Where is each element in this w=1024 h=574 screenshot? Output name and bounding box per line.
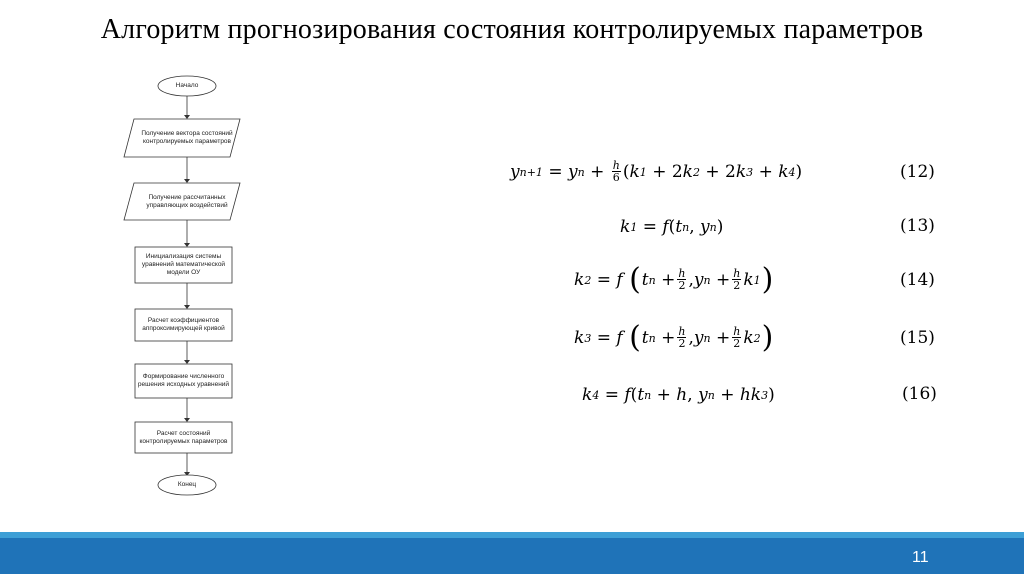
footer-bar bbox=[0, 538, 1024, 574]
formula-16: k 4 = f ( t n + h , y n + hk 3 ) bbox=[582, 385, 775, 405]
step-2: Получение рассчитанных управляющих воздействий bbox=[146, 194, 228, 209]
equation-number-14: (14) bbox=[900, 270, 935, 290]
start-node: Начало bbox=[175, 82, 199, 89]
formula-15: k 3 = f ( t n + $\frac{h}{2}$ , y n + $\frac{h}{2}$ k 2 ) bbox=[574, 320, 774, 355]
equation-number-13: (13) bbox=[900, 216, 935, 236]
equation-number-12: (12) bbox=[900, 162, 935, 182]
step-5: Формирование численного решения исходных уравнений bbox=[137, 373, 230, 388]
flowchart bbox=[120, 66, 260, 506]
equation-number-15: (15) bbox=[900, 328, 935, 348]
formula-12: y n+1 = y n + $\frac{h}{6}$ ( k 1 + 2 k 2 + 2 k 3 + k 4 ) bbox=[510, 159, 803, 184]
page-number: 11 bbox=[912, 549, 929, 566]
step-4: Расчет коэффициентов аппроксимирующей кривой bbox=[142, 317, 225, 332]
step-3: Инициализация системы уравнений математической модели ОУ bbox=[141, 253, 226, 276]
step-6: Расчет состояний контролируемых параметров bbox=[139, 429, 228, 445]
formula-13: k 1 = f ( t n , y n ) bbox=[620, 217, 724, 237]
end-node: Конец bbox=[177, 481, 197, 488]
step-1: Получение вектора состояний контролируемых параметров bbox=[141, 130, 233, 145]
slide-title: Алгоритм прогнозирования состояния контролируемых параметров bbox=[100, 14, 924, 45]
equation-number-16: (16) bbox=[902, 384, 937, 404]
formula-14: k 2 = f ( t n + $\frac{h}{2}$ , y n + $\frac{h}{2}$ k 1 ) bbox=[574, 262, 774, 297]
